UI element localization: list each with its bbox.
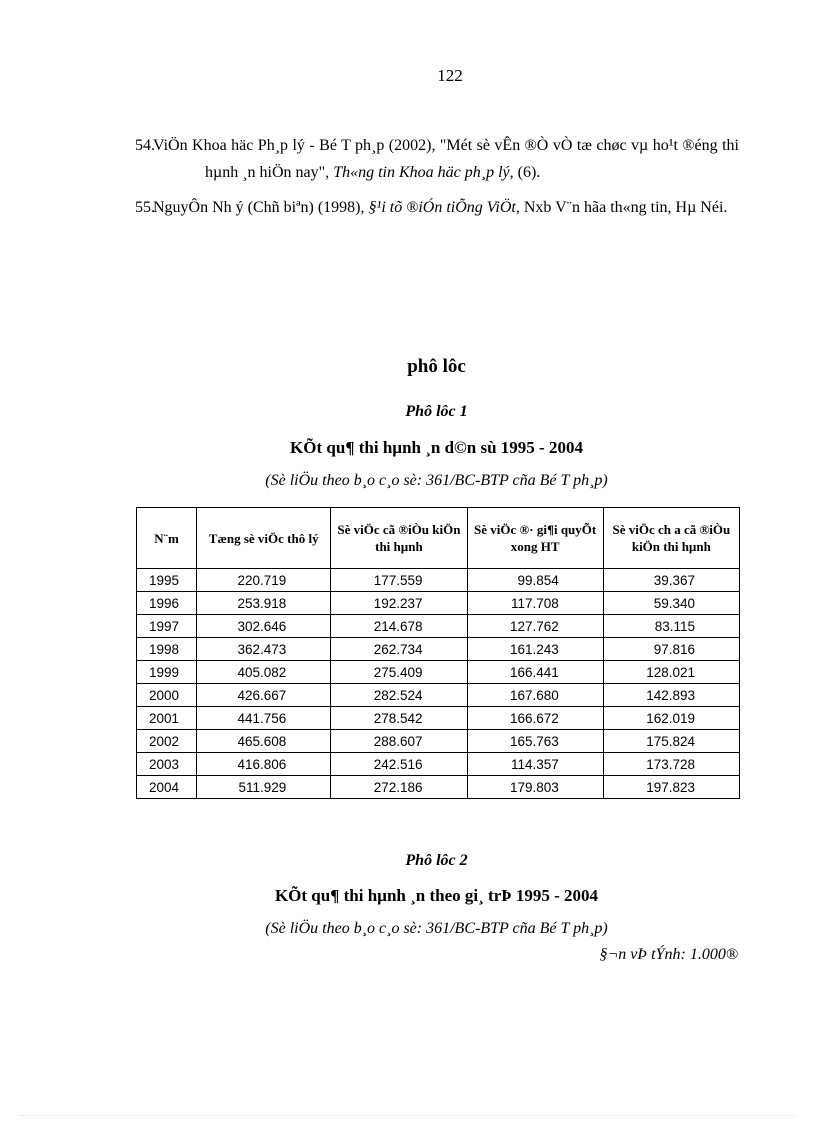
- value-cell: 214.678: [331, 615, 467, 638]
- reference-text-end: , (6).: [509, 164, 541, 181]
- value-cell: 253.918: [197, 592, 331, 615]
- appendix-2-source: (Sè liÖu theo b¸o c¸o sè: 361/BC-BTP cña Bé T ph¸p): [265, 920, 608, 937]
- header-enforceable-cases: Sè viÖc cã ®iÒu kiÖn thi hµnh: [331, 508, 467, 569]
- appendix-1-source: (Sè liÖu theo b¸o c¸o sè: 361/BC-BTP cña Bé T ph¸p): [265, 472, 608, 489]
- value-cell: 362.473: [197, 638, 331, 661]
- table-row: [137, 592, 740, 615]
- value-cell: 302.646: [197, 615, 331, 638]
- value-cell: 262.734: [331, 638, 467, 661]
- value-cell: 275.409: [331, 661, 467, 684]
- header-completed-cases: Sè viÖc ®· gi¶i quyÕt xong HT: [467, 508, 603, 569]
- value-cell: 192.237: [331, 592, 467, 615]
- value-cell: 405.082: [197, 661, 331, 684]
- appendix-2-label: Phô lôc 2: [405, 852, 468, 869]
- header-total-cases: Tæng sè viÖc thô lý: [197, 508, 331, 569]
- year-cell: 1998: [137, 638, 197, 661]
- value-cell: 97.816: [603, 638, 739, 661]
- reference-number: 55.: [135, 199, 155, 216]
- value-cell: 278.542: [331, 707, 467, 730]
- value-cell: 426.667: [197, 684, 331, 707]
- table-row: [137, 730, 740, 753]
- page-bottom-divider: [20, 1115, 796, 1116]
- table-row: [137, 661, 740, 684]
- table-row: [137, 684, 740, 707]
- value-cell: 242.516: [331, 753, 467, 776]
- value-cell: 59.340: [603, 592, 739, 615]
- reference-source-title: §¹i tõ ®iÓn tiÕng ViÖt: [368, 199, 516, 216]
- results-table: [136, 507, 740, 799]
- value-cell: 288.607: [331, 730, 467, 753]
- value-cell: 511.929: [197, 776, 331, 799]
- value-cell: 197.823: [603, 776, 739, 799]
- year-cell: 1999: [137, 661, 197, 684]
- value-cell: 99.854: [467, 569, 603, 592]
- reference-text: ViÖn Khoa häc Ph¸p lý - Bé T ph¸p (2002), "Mét sè vÊn ®Ò vÒ tæ chøc vµ ho¹t ®éng thi hµnh ¸n hiÖn nay",: [153, 137, 739, 181]
- value-cell: 179.803: [467, 776, 603, 799]
- value-cell: 162.019: [603, 707, 739, 730]
- table-header-row: [137, 508, 740, 569]
- reference-item-55: [135, 194, 739, 221]
- value-cell: 128.021: [603, 661, 739, 684]
- reference-list: [135, 132, 739, 229]
- year-cell: 2003: [137, 753, 197, 776]
- value-cell: 165.763: [467, 730, 603, 753]
- appendix-1-title: KÕt qu¶ thi hµnh ¸n d©n sù 1995 - 2004: [290, 438, 583, 457]
- year-cell: 2000: [137, 684, 197, 707]
- value-cell: 114.357: [467, 753, 603, 776]
- value-cell: 127.762: [467, 615, 603, 638]
- value-cell: 175.824: [603, 730, 739, 753]
- unit-note: §¬n vÞ tÝnh: 1.000®: [599, 946, 738, 963]
- value-cell: 166.441: [467, 661, 603, 684]
- value-cell: 173.728: [603, 753, 739, 776]
- value-cell: 272.186: [331, 776, 467, 799]
- table-row: [137, 569, 740, 592]
- value-cell: 166.672: [467, 707, 603, 730]
- header-unenforceable-cases: Sè viÖc ch a cã ®iÒu kiÖn thi hµnh: [603, 508, 739, 569]
- reference-source-title: Th«ng tin Khoa häc ph¸p lý: [333, 164, 510, 181]
- reference-item-54: [135, 132, 739, 186]
- table-body: [137, 569, 740, 799]
- value-cell: 416.806: [197, 753, 331, 776]
- value-cell: 441.756: [197, 707, 331, 730]
- value-cell: 282.524: [331, 684, 467, 707]
- value-cell: 161.243: [467, 638, 603, 661]
- year-cell: 2004: [137, 776, 197, 799]
- table-row: [137, 707, 740, 730]
- year-cell: 1995: [137, 569, 197, 592]
- table-row: [137, 776, 740, 799]
- value-cell: 220.719: [197, 569, 331, 592]
- appendix-2-title: KÕt qu¶ thi hµnh ¸n theo gi¸ trÞ 1995 - 2004: [274, 886, 599, 905]
- appendix-heading: phô lôc: [407, 356, 466, 377]
- year-cell: 1996: [137, 592, 197, 615]
- value-cell: 117.708: [467, 592, 603, 615]
- table-row: [137, 615, 740, 638]
- value-cell: 39.367: [603, 569, 739, 592]
- page-number: 122: [437, 66, 463, 85]
- value-cell: 167.680: [467, 684, 603, 707]
- year-cell: 2002: [137, 730, 197, 753]
- value-cell: 142.893: [603, 684, 739, 707]
- table-row: [137, 753, 740, 776]
- header-year: N¨m: [137, 508, 197, 569]
- value-cell: 465.608: [197, 730, 331, 753]
- year-cell: 1997: [137, 615, 197, 638]
- reference-text-end: , Nxb V¨n hãa th«ng tin, Hµ Néi.: [515, 199, 728, 216]
- value-cell: 83.115: [603, 615, 739, 638]
- reference-text: NguyÔn Nh ý (Chñ biªn) (1998),: [153, 199, 369, 216]
- reference-number: 54.: [135, 137, 155, 154]
- value-cell: 177.559: [331, 569, 467, 592]
- appendix-1-label: Phô lôc 1: [405, 403, 468, 420]
- table-row: [137, 638, 740, 661]
- year-cell: 2001: [137, 707, 197, 730]
